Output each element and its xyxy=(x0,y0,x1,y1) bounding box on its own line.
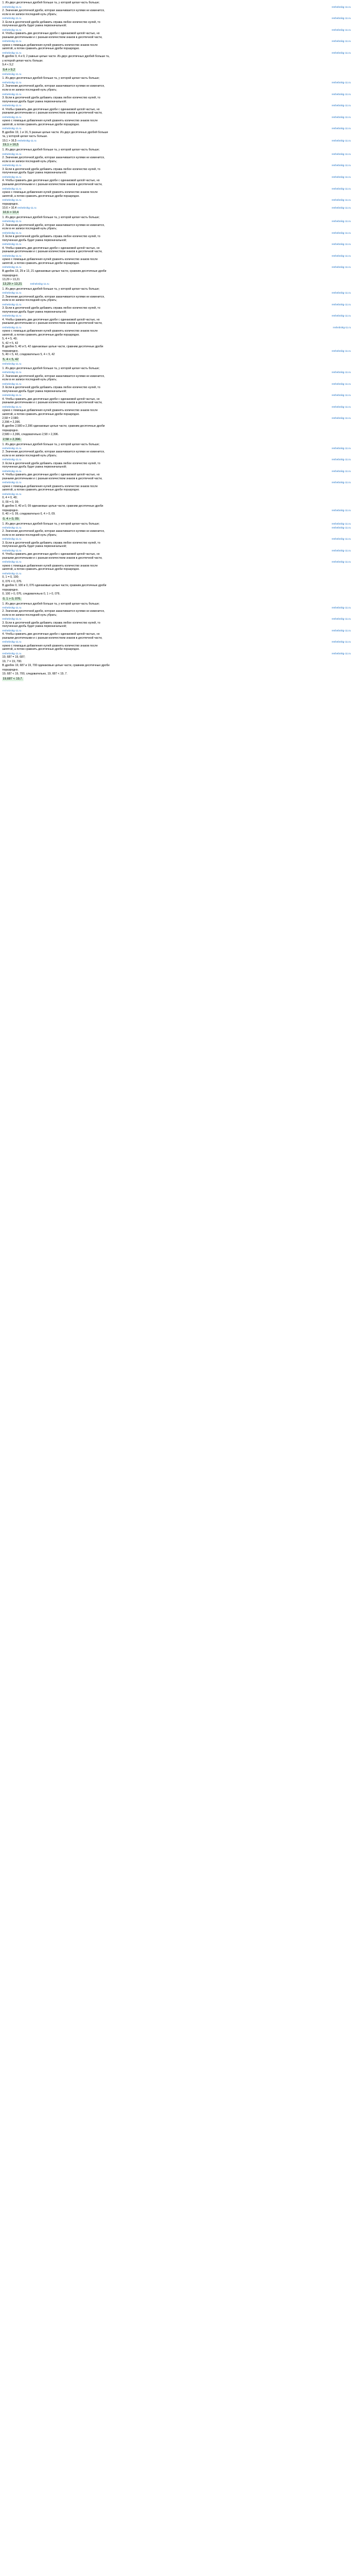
watermark: reshebnikg-11.ru xyxy=(2,40,22,43)
watermark: reshebnikg-11.ru xyxy=(331,549,351,552)
watermark: reshebnikg-11.ru xyxy=(17,139,37,142)
rule-3 xyxy=(2,96,351,103)
rule-4-line: 4. Чтобы сравнить две десятичные дроби с одинаковой целой частью, но xyxy=(2,553,100,556)
rule-1-line: 1. Из двух десятичных дробей больше та, у которой целая часть больше; xyxy=(2,366,100,370)
statement-i-1: 19, 687 = 19, 687; xyxy=(2,655,26,659)
rule-2 xyxy=(2,224,351,231)
watermark: reshebnikg-11.ru xyxy=(331,17,351,20)
statement-h-3: В дробях 0, 100 и 0, 076 одинаковые целые части, сравним десятичные дроби xyxy=(2,584,107,588)
watermark: reshebnikg-11.ru xyxy=(2,405,22,408)
watermark: reshebnikg-11.ru xyxy=(2,72,22,76)
statement-i-3: В дробях 19, 687 и 19, 700 одинаковые целые части, сравним десятичные дроби xyxy=(2,664,109,668)
watermark: reshebnikg-11.ru xyxy=(331,446,351,450)
rule-3-line-b: полученная дробь будет равна первоначальной; xyxy=(2,310,67,314)
rule-3 xyxy=(2,168,351,175)
rule-4-line: 4. Чтобы сравнить две десятичные дроби с одинаковой целой частью, но xyxy=(2,32,100,36)
watermark: reshebnikg-11.ru xyxy=(2,231,22,234)
answer-e: 5, 4 < 5, 42 xyxy=(3,357,19,361)
watermark: reshebnikg-11.ru xyxy=(331,469,351,473)
watermark: reshebnikg-11.ru xyxy=(17,206,37,210)
rule-4-line-c: нужно с помощью добавления нулей уравнять количество знаков после xyxy=(2,484,98,488)
rule-4 xyxy=(2,633,351,640)
watermark: reshebnikg-11.ru xyxy=(2,187,22,190)
statement-g-2: 0, 09 = 0, 09; xyxy=(2,500,19,504)
statement-a-2: у которой целая часть больше. xyxy=(2,59,44,63)
watermark: reshebnikg-11.ru xyxy=(2,51,22,54)
watermark: reshebnikg-11.ru xyxy=(331,508,351,512)
rule-4-line-c: нужно с помощью добавления нулей уравнять количество знаков после xyxy=(2,258,98,262)
rule-4 xyxy=(2,553,351,560)
watermark: reshebnikg-11.ru xyxy=(2,572,22,575)
watermark: reshebnikg-11.ru xyxy=(331,314,351,318)
rule-2-line-b: если в ее записи последний нуль убрать; xyxy=(2,299,57,303)
compare-g: 0, 40 > 0, 09, следовательно 0, 4 > 0, 09. xyxy=(2,512,56,516)
rule-4 xyxy=(2,108,351,115)
watermark: reshebnikg-11.ru xyxy=(331,220,351,223)
answer-b: 19,1 > 16,5 xyxy=(3,143,19,147)
rule-3-line: 3. Если в десятичной дроби добавить справа любое количество нулей, то xyxy=(2,235,101,239)
watermark: reshebnikg-11.ru xyxy=(331,560,351,564)
rule-1-line: 1. Из двух десятичных дробей больше та, у которой целая часть больше; xyxy=(2,443,100,447)
rule-3-line-b: полученная дробь будет равна первоначальной; xyxy=(2,465,67,469)
rule-4-line-c: нужно с помощью добавления нулей уравнять количество знаков после xyxy=(2,43,98,47)
answer-h: 0, 1 > 0, 076. xyxy=(3,597,21,601)
answer-f: 2,58 > 2,396. xyxy=(3,437,21,441)
rule-1-line: 1. Из двух десятичных дробей больше та, у которой целая часть больше; xyxy=(2,522,100,526)
rule-3 xyxy=(2,541,351,549)
watermark: reshebnikg-11.ru xyxy=(2,382,22,385)
rule-4-line-b: разными десятичными и с разным количеством знаков в десятичной части, xyxy=(2,183,103,186)
rule-2-line: 2. Значение десятичной дроби, которая заканчивается нулями не изменится, xyxy=(2,295,105,299)
problem-block-h xyxy=(2,522,351,602)
rule-2-line: 2. Значение десятичной дроби, которая заканчивается нулями не изменится, xyxy=(2,9,105,13)
rule-3-line: 3. Если в десятичной дроби добавить справа любое количество нулей, то xyxy=(2,167,101,171)
watermark: reshebnikg-11.ru xyxy=(2,243,22,246)
rule-3-line-b: полученная дробь будет равна первоначальной; xyxy=(2,24,67,28)
answer-g: 0, 4 > 0, 09. xyxy=(3,517,20,521)
watermark: reshebnikg-11.ru xyxy=(331,522,351,526)
watermark: reshebnikg-11.ru xyxy=(331,231,351,234)
rule-2-line: 2. Значение десятичной дроби, которая заканчивается нулями не изменится, xyxy=(2,156,105,160)
rule-3-line-b: полученная дробь будет равна первоначальной; xyxy=(2,171,67,175)
watermark: reshebnikg-11.ru xyxy=(331,5,351,8)
statement-b-2: та, у которой целая часть больше. xyxy=(2,135,48,139)
rule-3-line: 3. Если в десятичной дроби добавить справа любое количество нулей, то xyxy=(2,306,101,310)
rule-4-line-d: запятой, а потом сравнить десятичные дроби поразрядно. xyxy=(2,568,80,572)
rule-1 xyxy=(2,77,351,81)
watermark: reshebnikg-11.ru xyxy=(2,362,22,366)
rule-4 xyxy=(2,398,351,405)
watermark: reshebnikg-11.ru xyxy=(2,266,22,269)
watermark: reshebnikg-11.ru xyxy=(2,81,22,84)
watermark: reshebnikg-11.ru xyxy=(331,28,351,31)
statement-e-4: поразрядно. xyxy=(2,349,19,353)
rule-3 xyxy=(2,21,351,28)
rule-4-cont xyxy=(2,644,351,652)
rule-2-line: 2. Значение десятичной дроби, которая заканчивается нулями не изменится, xyxy=(2,374,105,378)
rule-2-line-b: если в ее записи последний нуль убрать; xyxy=(2,613,57,617)
compare-b: 19,1 > 16,5 xyxy=(2,139,17,143)
answer-i: 19,687 < 19,7. xyxy=(3,677,23,681)
watermark: reshebnikg-11.ru xyxy=(2,458,22,461)
watermark: reshebnikg-11.ru xyxy=(2,371,22,374)
statement-f-4: поразрядно. xyxy=(2,428,19,432)
rule-2 xyxy=(2,530,351,537)
rule-4-line-b: разными десятичными и с разным количеством знаков в десятичной части, xyxy=(2,250,103,254)
watermark: reshebnikg-11.ru xyxy=(331,199,351,202)
rule-2-line-b: если в ее записи последний нуль убрать; xyxy=(2,533,57,537)
rule-2 xyxy=(2,156,351,163)
watermark: reshebnikg-11.ru xyxy=(331,115,351,119)
rule-2-line: 2. Значение десятичной дроби, которая заканчивается нулями не изменится, xyxy=(2,84,105,88)
watermark: reshebnikg-11.ru xyxy=(2,314,22,318)
watermark: reshebnikg-11.ru xyxy=(2,629,22,632)
rule-2-line: 2. Значение десятичной дроби, которая заканчивается нулями не изменится, xyxy=(2,450,105,454)
watermark: reshebnikg-11.ru xyxy=(2,164,22,167)
rule-4-line-c: нужно с помощью добавления нулей уравнять количество знаков после xyxy=(2,644,98,648)
rule-4-line-c: нужно с помощью добавления нулей уравнять количество знаков после xyxy=(2,119,98,123)
rule-3 xyxy=(2,462,351,469)
rule-4-cont xyxy=(2,119,351,126)
rule-4 xyxy=(2,32,351,39)
watermark: reshebnikg-11.ru xyxy=(2,254,22,257)
rule-1-line: 1. Из двух десятичных дробей больше та, у которой целая часть больше; xyxy=(2,215,100,219)
rule-4 xyxy=(2,473,351,480)
watermark: reshebnikg-11.ru xyxy=(2,537,22,541)
rule-4-line-d: запятой, а потом сравнить десятичные дроби поразрядно. xyxy=(2,194,80,198)
watermark: reshebnikg-11.ru xyxy=(331,92,351,96)
rule-4-cont xyxy=(2,329,351,337)
answer-d: 13,29 > 13,21 xyxy=(3,282,22,286)
watermark: reshebnikg-11.ru xyxy=(2,291,22,295)
watermark: reshebnikg-11.ru xyxy=(2,115,22,119)
statement-e-2: 5, 42 = 5, 42 xyxy=(2,341,18,345)
statement-g-1: 0, 4 = 0, 40; xyxy=(2,496,18,500)
watermark: reshebnikg-11.ru xyxy=(2,220,22,223)
rule-4-line-d: запятой, а потом сравнить десятичные дроби поразрядно. xyxy=(2,333,80,337)
watermark: reshebnikg-11.ru xyxy=(331,187,351,190)
watermark: reshebnikg-11.ru xyxy=(331,206,351,210)
watermark: reshebnikg-11.ru xyxy=(331,303,351,306)
compare-c: 10,6 > 10,4 xyxy=(2,206,17,210)
watermark: reshebnikg-11.ru xyxy=(331,291,351,295)
watermark: reshebnikg-11.ru xyxy=(331,537,351,541)
rule-3 xyxy=(2,621,351,629)
rule-1-line: 1. Из двух десятичных дробей больше та, у которой целая часть больше; xyxy=(2,602,100,606)
rule-3-line-b: полученная дробь будет равна первоначальной; xyxy=(2,545,67,549)
rule-3-line: 3. Если в десятичной дроби добавить справа любое количество нулей, то xyxy=(2,96,101,100)
rule-2 xyxy=(2,295,351,303)
watermark: reshebnikg-11.ru xyxy=(2,652,22,655)
rule-3-line: 3. Если в десятичной дроби добавить справа любое количество нулей, то xyxy=(2,20,101,24)
answer-c: 10,6 > 10,4 xyxy=(3,210,19,214)
watermark: reshebnikg-11.ru xyxy=(331,617,351,621)
statement-e-3: В дробях 5, 40 и 5, 42 одинаковые целые части, сравним десятичные дроби xyxy=(2,345,103,349)
rule-4-line: 4. Чтобы сравнить две десятичные дроби с одинаковой целой частью, но xyxy=(2,397,100,401)
rule-4-line-b: разными десятичными и с разным количеством знаков в десятичной части, xyxy=(2,636,103,640)
rule-4-line-b: разными десятичными и с разным количеством знаков в десятичной части, xyxy=(2,111,103,115)
statement-e-1: 5, 4 = 5, 40; xyxy=(2,337,18,341)
watermark: reshebnikg-11.ru xyxy=(2,303,22,306)
watermark: reshebnikg-11.ru xyxy=(331,127,351,130)
rule-1 xyxy=(2,1,351,5)
problem-block-a xyxy=(2,1,351,76)
rule-4-line-d: запятой, а потом сравнить десятичные дроби поразрядно. xyxy=(2,648,80,652)
statement-d-1: В дробях 13, 29 и 13, 21 одинаковые целые части, сравним десятичные дроби xyxy=(2,269,107,273)
worksheet-page xyxy=(0,0,353,687)
rule-4-line: 4. Чтобы сравнить две десятичные дроби с одинаковой целой частью, но xyxy=(2,107,100,111)
compare-h: 0, 100 > 0, 076, следовательно 0, 1 > 0, 076. xyxy=(2,592,60,596)
rule-3-line-b: полученная дробь будет равна первоначальной; xyxy=(2,238,67,242)
statement-f-2: 2,396 = 2,396. xyxy=(2,420,21,424)
rule-3-line-b: полученная дробь будет равна первоначальной; xyxy=(2,625,67,629)
rule-1 xyxy=(2,287,351,291)
watermark: reshebnikg-11.ru xyxy=(2,560,22,564)
rule-3-line: 3. Если в десятичной дроби добавить справа любое количество нулей, то xyxy=(2,541,101,545)
rule-4 xyxy=(2,179,351,186)
rule-3 xyxy=(2,386,351,393)
compare-d: 13,29 > 13,21 xyxy=(2,278,20,282)
rule-3 xyxy=(2,235,351,242)
watermark: reshebnikg-11.ru xyxy=(331,152,351,155)
watermark: reshebnikg-11.ru xyxy=(331,640,351,644)
watermark: reshebnikg-11.ru xyxy=(2,17,22,20)
rule-2-line: 2. Значение десятичной дроби, которая заканчивается нулями не изменится, xyxy=(2,223,105,227)
problem-block-d xyxy=(2,216,351,287)
problem-block-c xyxy=(2,148,351,215)
rule-3-line: 3. Если в десятичной дроби добавить справа любое количество нулей, то xyxy=(2,621,101,625)
rule-3 xyxy=(2,306,351,314)
rule-2-line-b: если в ее записи последний нуль убрать; xyxy=(2,454,57,457)
rule-4-line-d: запятой, а потом сравнить десятичные дроби поразрядно. xyxy=(2,122,80,126)
watermark: reshebnikg-11.ru xyxy=(2,325,22,329)
watermark: reshebnikg-11.ru xyxy=(2,28,22,31)
rule-2-line-b: если в ее записи последний нуль убрать; xyxy=(2,12,57,16)
watermark: reshebnikg-11.ru xyxy=(331,104,351,107)
watermark: reshebnikg-11.ru xyxy=(2,199,22,202)
rule-4-line-d: запятой, а потом сравнить десятичные дроби поразрядно. xyxy=(2,47,80,51)
watermark: reshebnikg-11.ru xyxy=(333,325,351,329)
rule-3-line-b: полученная дробь будет равна первоначальной; xyxy=(2,389,67,393)
watermark: reshebnikg-11.ru xyxy=(2,127,22,130)
compare-i: 19, 687 < 19, 700, следовательно, 19, 687 < 19, 7. xyxy=(2,672,68,676)
watermark: reshebnikg-11.ru xyxy=(331,417,351,420)
statement-a-1: В дробях 9, 4 и 9, 2 равные целые части. Из двух десятичных дробей больше та, xyxy=(2,55,110,59)
watermark: reshebnikg-11.ru xyxy=(2,606,22,609)
rule-3-line-b: полученная дробь будет равна первоначальной; xyxy=(2,100,67,103)
rule-2-line-b: если в ее записи последний нуль убрать; xyxy=(2,88,57,92)
problem-block-e xyxy=(2,287,351,366)
rule-1-line: 1. Из двух десятичных дробей больше та, у которой целая часть больше; xyxy=(2,148,100,152)
rule-1 xyxy=(2,148,351,152)
watermark: reshebnikg-11.ru xyxy=(2,617,22,621)
statement-c: поразрядно. xyxy=(2,202,19,206)
rule-4-cont xyxy=(2,258,351,265)
rule-2-line-b: если в ее записи последний нуль убрать; xyxy=(2,378,57,382)
watermark: reshebnikg-11.ru xyxy=(2,394,22,397)
watermark: reshebnikg-11.ru xyxy=(30,282,49,285)
watermark: reshebnikg-11.ru xyxy=(331,652,351,655)
rule-2-line: 2. Значение десятичной дроби, которая заканчивается нулями не изменится, xyxy=(2,610,105,614)
statement-d-2: поразрядно. xyxy=(2,273,19,277)
answer-a: 9,4 > 9,2 xyxy=(3,68,15,72)
watermark: reshebnikg-11.ru xyxy=(331,606,351,609)
rule-1 xyxy=(2,367,351,371)
rule-4-line-d: запятой, а потом сравнить десятичные дроби поразрядно. xyxy=(2,412,80,416)
watermark: reshebnikg-11.ru xyxy=(2,5,22,8)
statement-g-3: В дробях 0, 40 и 0, 09 одинаковые целые части, сравним десятичные дроби xyxy=(2,504,103,508)
watermark: reshebnikg-11.ru xyxy=(2,92,22,96)
watermark: reshebnikg-11.ru xyxy=(331,243,351,246)
rule-4-line: 4. Чтобы сравнить две десятичные дроби с одинаковой целой частью, но xyxy=(2,633,100,636)
watermark: reshebnikg-11.ru xyxy=(331,51,351,54)
problem-block-i xyxy=(2,602,351,682)
watermark: reshebnikg-11.ru xyxy=(331,458,351,461)
compare-e: 5, 40 < 5, 42, следовательно 5, 4 < 5, 42 xyxy=(2,353,55,357)
watermark: reshebnikg-11.ru xyxy=(2,640,22,644)
rule-4-line-b: разными десятичными и с разным количеством знаков в десятичной части, xyxy=(2,476,103,480)
problem-block-b xyxy=(2,77,351,148)
watermark: reshebnikg-11.ru xyxy=(331,175,351,178)
rule-2-line: 2. Значение десятичной дроби, которая заканчивается нулями не изменится, xyxy=(2,530,105,534)
rule-4-line-c: нужно с помощью добавления нулей уравнять количество знаков после xyxy=(2,329,98,333)
watermark: reshebnikg-11.ru xyxy=(331,164,351,167)
watermark: reshebnikg-11.ru xyxy=(2,549,22,552)
rule-2-line-b: если в ее записи последний нуль убрать; xyxy=(2,159,57,163)
rule-3-line: 3. Если в десятичной дроби добавить справа любое количество нулей, то xyxy=(2,386,101,390)
statement-i-2: 19, 7 = 19, 700. xyxy=(2,659,22,663)
watermark: reshebnikg-11.ru xyxy=(331,629,351,632)
rule-4-line: 4. Чтобы сравнить две десятичные дроби с одинаковой целой частью, но xyxy=(2,246,100,250)
rule-1-line: 1. Из двух десятичных дробей больше та, у которой целая часть больше; xyxy=(2,77,100,81)
rule-1-line: 1. Из двух десятичных дробей больше та, у которой целая часть больше; xyxy=(2,287,100,291)
rule-4-line-d: запятой, а потом сравнить десятичные дроби поразрядно. xyxy=(2,261,80,265)
problem-block-f xyxy=(2,367,351,442)
rule-4-line-b: разными десятичными и с разным количеством знаков в десятичной части, xyxy=(2,401,103,405)
watermark: reshebnikg-11.ru xyxy=(331,405,351,408)
watermark: reshebnikg-11.ru xyxy=(331,371,351,374)
rule-4-cont xyxy=(2,44,351,51)
rule-2 xyxy=(2,610,351,617)
rule-4-line: 4. Чтобы сравнить две десятичные дроби с одинаковой целой частью, но xyxy=(2,473,100,477)
watermark: reshebnikg-11.ru xyxy=(331,526,351,529)
watermark: reshebnikg-11.ru xyxy=(2,175,22,178)
watermark: reshebnikg-11.ru xyxy=(2,492,22,496)
rule-4-cont xyxy=(2,485,351,492)
rule-4 xyxy=(2,247,351,254)
statement-g-4: поразрядно. xyxy=(2,508,19,512)
watermark: reshebnikg-11.ru xyxy=(331,382,351,385)
watermark: reshebnikg-11.ru xyxy=(2,446,22,450)
rule-4-line: 4. Чтобы сравнить две десятичные дроби с одинаковой целой частью, но xyxy=(2,179,100,183)
rule-4-line: 4. Чтобы сравнить две десятичные дроби с одинаковой целой частью, но xyxy=(2,318,100,322)
watermark: reshebnikg-11.ru xyxy=(331,254,351,257)
statement-h-2: 0, 076 = 0, 076. xyxy=(2,579,22,583)
statement-h-4: поразрядно. xyxy=(2,588,19,592)
problem-block-g xyxy=(2,443,351,522)
rule-4-line-b: разными десятичными и с разным количеством знаков в десятичной части, xyxy=(2,35,103,39)
rule-4-line-c: нужно с помощью добавления нулей уравнять количество знаков после xyxy=(2,564,98,568)
rule-4-cont xyxy=(2,409,351,416)
watermark: reshebnikg-11.ru xyxy=(331,394,351,397)
rule-4-cont xyxy=(2,564,351,572)
watermark: reshebnikg-11.ru xyxy=(2,104,22,107)
statement-h-1: 0, 1 = 0, 100; xyxy=(2,575,19,579)
rule-4-line-c: нужно с помощью добавления нулей уравнять количество знаков после xyxy=(2,409,98,413)
rule-4-line-c: нужно с помощью добавления нулей уравнять количество знаков после xyxy=(2,191,98,195)
watermark: reshebnikg-11.ru xyxy=(331,139,351,142)
rule-1-line: 1. Из двух десятичных дробей больше та, у которой целая часть больше; xyxy=(2,1,100,4)
watermark: reshebnikg-11.ru xyxy=(2,526,22,529)
watermark: reshebnikg-11.ru xyxy=(2,152,22,155)
statement-f-1: 2,58 = 2,580; xyxy=(2,417,19,421)
watermark: reshebnikg-11.ru xyxy=(331,81,351,84)
rule-2-line-b: если в ее записи последний нуль убрать; xyxy=(2,227,57,231)
rule-1 xyxy=(2,216,351,220)
rule-4-line-d: запятой, а потом сравнить десятичные дроби поразрядно. xyxy=(2,488,80,492)
watermark: reshebnikg-11.ru xyxy=(331,266,351,269)
rule-4 xyxy=(2,318,351,325)
rule-3-line: 3. Если в десятичной дроби добавить справа любое количество нулей, то xyxy=(2,461,101,465)
watermark: reshebnikg-11.ru xyxy=(331,481,351,484)
rule-4-line-b: разными десятичными и с разным количеством знаков в десятичной части, xyxy=(2,322,103,325)
watermark: reshebnikg-11.ru xyxy=(331,349,351,352)
rule-2 xyxy=(2,450,351,457)
statement-b-1: В дробях 19, 1 и 16, 5 разные целые части. Из двух десятичных дробей больше xyxy=(2,130,108,134)
rule-4-cont xyxy=(2,191,351,198)
compare-a: 9,4 < 9,2 xyxy=(2,63,13,67)
watermark: reshebnikg-11.ru xyxy=(2,469,22,473)
compare-f: 2,580 > 2,396, следовательно 2,58 > 2,396. xyxy=(2,433,59,437)
rule-2 xyxy=(2,84,351,92)
statement-i-4: поразрядно. xyxy=(2,668,19,672)
watermark: reshebnikg-11.ru xyxy=(331,40,351,43)
rule-2 xyxy=(2,375,351,382)
watermark: reshebnikg-11.ru xyxy=(2,481,22,484)
rule-4-line-b: разными десятичными и с разным количеством знаков в десятичной части, xyxy=(2,556,103,560)
statement-f-3: В дробях 2,580 и 2,396 одинаковые целые части, сравним десятичные дроби xyxy=(2,424,105,428)
rule-2 xyxy=(2,9,351,16)
